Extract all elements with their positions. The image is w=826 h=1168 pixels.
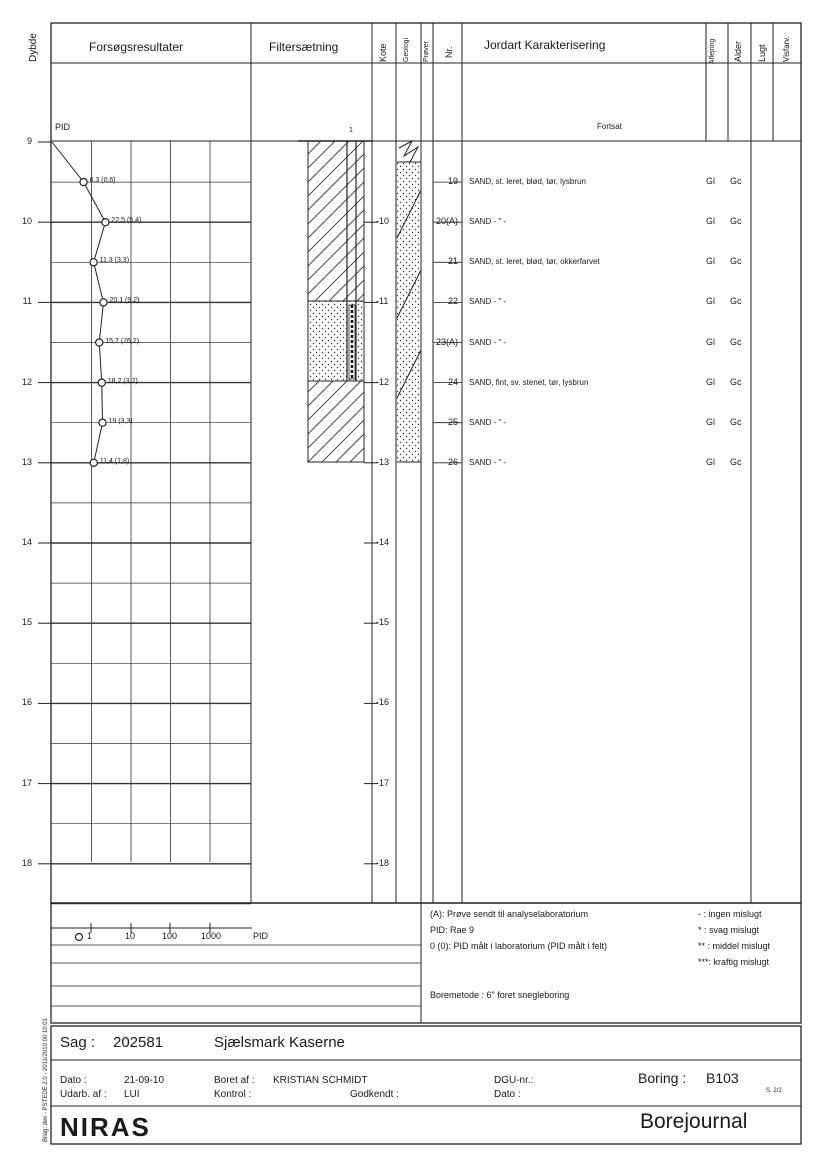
header-jordart: Jordart Karakterisering	[484, 38, 606, 52]
sag-label: Sag :	[60, 1034, 96, 1051]
filter-lower-hatch	[308, 381, 364, 462]
pid-axis-label: PID	[55, 122, 71, 132]
sample-description: SAND, st. leret, blød, tør, lysbrun	[469, 177, 586, 187]
sample-alder: Gc	[730, 416, 742, 427]
legend-scale-10: 10	[125, 931, 136, 941]
document-title: Borejournal	[640, 1110, 748, 1133]
geology-fill-sand	[397, 162, 421, 462]
legend-note-pid: PID: Rae 9	[430, 925, 475, 935]
pid-data-label: 11,3 (3,3)	[99, 257, 130, 265]
sample-description: SAND - " -	[469, 297, 507, 307]
top-marker: 1	[349, 127, 353, 134]
pid-data-label: 20,1 (9,2)	[109, 297, 140, 305]
pid-point	[80, 179, 87, 186]
kote-label: -18	[376, 857, 390, 868]
dato-value: 21-09-10	[124, 1075, 165, 1086]
legend-note-lab: 0 (0): PID målt i laboratorium (PID målt i felt)	[430, 941, 608, 951]
pid-point	[96, 339, 103, 346]
legend-scale-1000: 1000	[201, 931, 222, 941]
kote-label: -14	[376, 537, 390, 547]
legend-boremetode: Boremetode : 6" foret snegleboring	[430, 990, 570, 1000]
header-geologi: Geologi	[403, 37, 410, 62]
header-filtersaetning: Filtersætning	[269, 40, 339, 54]
header-proever: Prøver	[423, 41, 430, 62]
legend-point-marker	[76, 934, 83, 941]
sample-nr: 24	[447, 376, 458, 387]
sample-alder: Gc	[730, 456, 742, 467]
geology-fill-marker	[397, 141, 421, 162]
depth-label: 16	[21, 697, 32, 708]
sample-aflejring: Gl	[706, 416, 715, 427]
header-visfarv: Visfarv.	[782, 36, 791, 62]
niras-logo: NIRAS	[60, 1112, 151, 1142]
pid-data-label: 6,3 (0,6)	[89, 177, 116, 185]
legend-pid-word: PID	[253, 931, 269, 941]
pid-point	[100, 299, 107, 306]
sample-description: SAND, fint, sv. stenet, tør, lysbrun	[469, 377, 589, 387]
dato2-label: Dato :	[494, 1089, 521, 1100]
depth-label: 12	[21, 376, 32, 387]
page-number: S. 2/2	[766, 1088, 782, 1094]
sample-nr: 25	[447, 416, 458, 427]
legend-odor-strong: ***: kraftig mislugt	[698, 957, 770, 967]
depth-label: 18	[21, 857, 32, 868]
kontrol-label: Kontrol :	[214, 1089, 252, 1100]
sample-alder: Gc	[730, 256, 742, 267]
header-dybde: Dybde	[28, 33, 39, 62]
sample-aflejring: Gl	[706, 336, 715, 347]
kote-label: -13	[376, 456, 390, 467]
header-kote: Kote	[378, 43, 388, 62]
sample-description: SAND - " -	[469, 337, 507, 347]
depth-label: 11	[22, 296, 32, 307]
sample-alder: Gc	[730, 376, 742, 387]
pid-point	[99, 419, 106, 426]
pid-data-label: 18,2 (3,2)	[107, 377, 138, 385]
sag-number: 202581	[113, 1034, 164, 1051]
pid-point	[90, 459, 97, 466]
sample-aflejring: Gl	[706, 176, 715, 187]
sample-description: SAND, st. leret, blød, tør, okkerfarvet	[469, 257, 600, 267]
depth-ticks	[38, 142, 51, 864]
sample-alder: Gc	[730, 336, 742, 347]
depth-label: 17	[21, 777, 32, 788]
legend-odor-medium: ** : middel mislugt	[698, 941, 771, 951]
depth-label: 9	[26, 136, 32, 146]
boret-value: KRISTIAN SCHMIDT	[273, 1075, 368, 1086]
godkendt-label: Godkendt :	[350, 1089, 399, 1100]
pid-point	[98, 379, 105, 386]
header-lugt: Lugt	[757, 44, 767, 62]
kote-label: -17	[376, 777, 390, 788]
depth-label: 13	[21, 456, 32, 467]
pid-data-label: 19 (3,3)	[108, 417, 133, 425]
dgu-label: DGU-nr.:	[494, 1075, 534, 1086]
legend-odor-none: - : ingen mislugt	[698, 909, 762, 919]
kote-label: -15	[376, 617, 390, 628]
header-nr: Nr.	[444, 46, 454, 58]
kote-label: -10	[376, 216, 390, 227]
sample-nr: 19	[447, 176, 458, 187]
kote-label: -12	[376, 376, 390, 387]
boring-value: B103	[706, 1070, 739, 1086]
fortsat-label: Fortsat	[597, 122, 622, 131]
pid-grid	[51, 141, 251, 904]
depth-label: 10	[21, 216, 32, 227]
boring-label: Boring :	[638, 1070, 687, 1086]
sample-aflejring: Gl	[706, 256, 715, 267]
legend-note-analysis: (A): Prøve sendt til analyselaboratorium	[430, 909, 589, 919]
sample-alder: Gc	[730, 176, 742, 187]
sample-aflejring: Gl	[706, 456, 715, 467]
sample-nr: 21	[447, 256, 458, 267]
sag-name: Sjælsmark Kaserne	[214, 1034, 345, 1051]
depth-label: 14	[21, 537, 32, 547]
legend-odor-weak: * : svag mislugt	[698, 925, 760, 935]
udarb-label: Udarb. af :	[60, 1089, 107, 1100]
sample-aflejring: Gl	[706, 376, 715, 387]
depth-label: 15	[21, 617, 32, 628]
boret-label: Boret af :	[214, 1075, 255, 1086]
header-aflejring: Aflejring	[709, 38, 716, 64]
dato-label: Dato :	[60, 1075, 87, 1086]
sample-aflejring: Gl	[706, 216, 715, 227]
sample-nr: 23(A)	[435, 336, 458, 347]
sample-nr: 22	[447, 296, 458, 307]
pid-point	[102, 219, 109, 226]
pid-data-label: 15,7 (26,2)	[105, 337, 140, 345]
header-alder: Alder	[733, 40, 743, 62]
legend-scale-1: 1	[87, 931, 93, 941]
header-forsogsresultater: Forsøgsresultater	[89, 40, 184, 54]
sample-aflejring: Gl	[706, 296, 715, 307]
sample-nr: 20(A)	[435, 216, 458, 227]
pid-data-label: 22,5 (5,4)	[111, 217, 142, 225]
udarb-value: LUI	[124, 1089, 140, 1100]
kote-label: -16	[376, 697, 390, 708]
pid-data-label: 11,4 (1,8)	[99, 457, 130, 465]
sample-alder: Gc	[730, 216, 742, 227]
sample-description: SAND - " -	[469, 417, 507, 427]
sample-nr: 26	[447, 456, 458, 467]
legend-pid-scale	[51, 923, 252, 933]
legend-scale-100: 100	[162, 931, 178, 941]
side-stamp: Bilag: dwr - PSTEDE 2.0 - 2011/2010 00 10:01	[43, 1018, 49, 1142]
sample-description: SAND - " -	[469, 457, 507, 467]
kote-label: -11	[376, 296, 389, 307]
sample-alder: Gc	[730, 296, 742, 307]
sample-description: SAND - " -	[469, 217, 507, 227]
pid-point	[90, 259, 97, 266]
